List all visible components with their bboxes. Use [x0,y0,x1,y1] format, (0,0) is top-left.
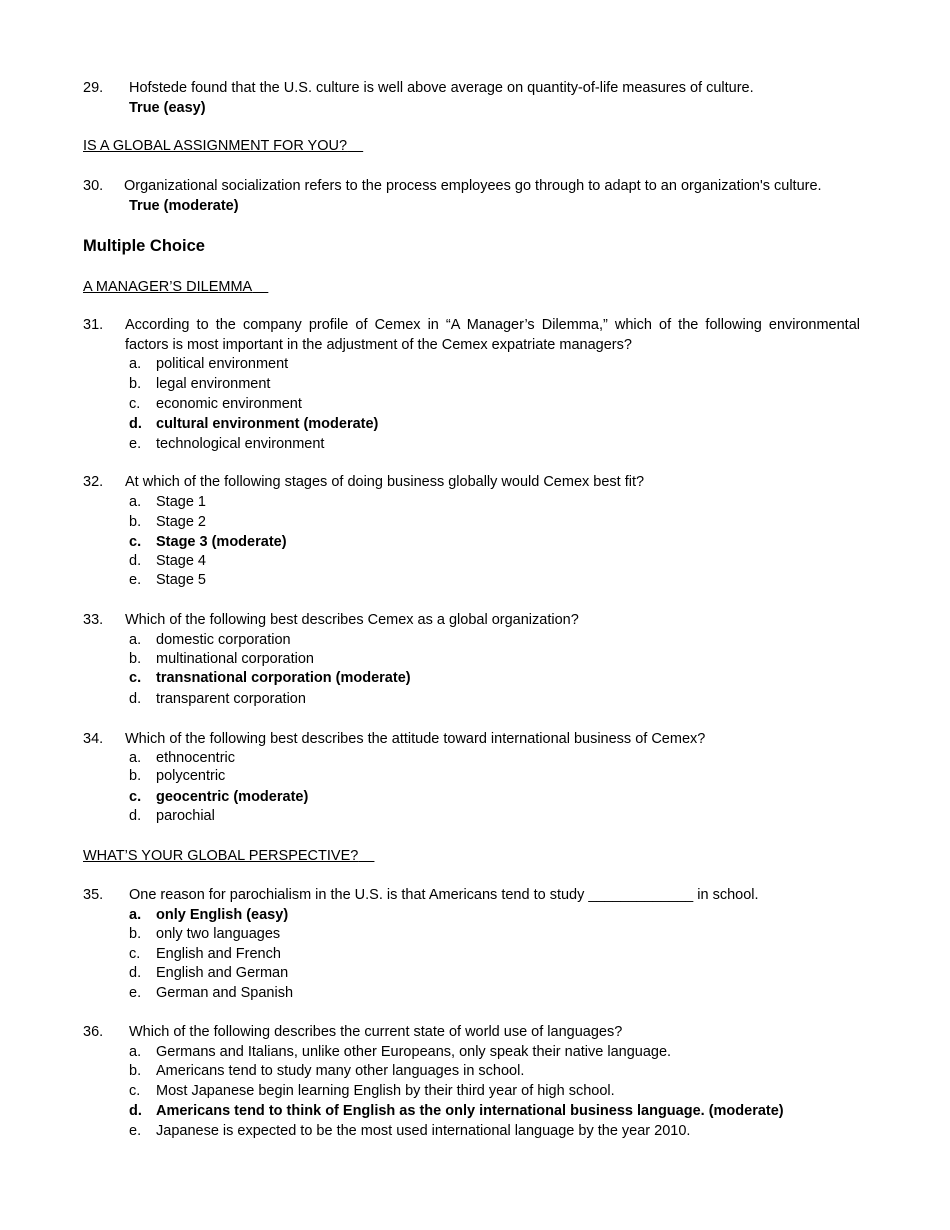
option-text: ethnocentric [156,750,235,766]
option-letter-correct: c. [129,789,142,805]
option-letter-correct: c. [129,670,142,686]
question-text: One reason for parochialism in the U.S. is that Americans tend to study _____________ in school. [129,887,759,903]
option-letter: b. [129,514,142,530]
option-letter: d. [129,965,142,981]
question-number: 31. [83,317,104,333]
option-letter: a. [129,356,142,372]
question-number: 35. [83,887,104,903]
option-text: parochial [156,808,215,824]
option-text: Stage 1 [156,494,206,510]
question-text: Hofstede found that the U.S. culture is well above average on quantity-of-life measures of culture. [129,80,754,96]
question-number: 29. [83,80,104,96]
option-text: economic environment [156,396,302,412]
option-letter: b. [129,926,142,942]
option-letter: b. [129,651,142,667]
question-answer: True (moderate) [129,198,239,214]
option-letter: d. [129,808,142,824]
option-text-correct: geocentric (moderate) [156,789,309,805]
option-text: legal environment [156,376,271,392]
option-text-correct: Stage 3 (moderate) [156,534,287,550]
option-letter: e. [129,436,142,452]
option-text: English and French [156,946,281,962]
option-letter: d. [129,691,142,707]
option-text: Stage 5 [156,572,206,588]
option-letter: d. [129,553,142,569]
section-heading-text: WHAT’S YOUR GLOBAL PERSPECTIVE? [83,848,359,864]
section-heading-text: IS A GLOBAL ASSIGNMENT FOR YOU? [83,138,348,154]
option-text: Most Japanese begin learning English by their third year of high school. [156,1083,615,1099]
option-text: Germans and Italians, unlike other Europeans, only speak their native language. [156,1044,672,1060]
option-letter: c. [129,946,141,962]
option-letter: e. [129,985,142,1001]
option-letter: b. [129,768,142,784]
question-text: Which of the following best describes Cemex as a global organization? [125,612,579,628]
question-number: 30. [83,178,104,194]
question-number: 34. [83,731,104,747]
option-letter: a. [129,750,142,766]
option-text: Americans tend to study many other languages in school. [156,1063,525,1079]
option-letter: b. [129,376,142,392]
option-text: Stage 4 [156,553,206,569]
option-letter: a. [129,1044,142,1060]
question-number: 32. [83,474,104,490]
question-answer: True (easy) [129,100,206,116]
option-text: Japanese is expected to be the most used international language by the year 2010. [156,1123,691,1139]
option-letter: c. [129,396,141,412]
section-heading [83,846,374,866]
question-number: 36. [83,1024,104,1040]
option-letter-correct: d. [129,416,142,432]
option-text: English and German [156,965,289,981]
page-heading: Multiple Choice [83,237,205,255]
option-letter: b. [129,1063,142,1079]
question-text: Which of the following best describes the attitude toward international business of Cemex? [125,731,706,747]
option-text-correct: transnational corporation (moderate) [156,670,411,686]
option-text: political environment [156,356,289,372]
section-heading [83,277,268,297]
option-letter: e. [129,572,142,588]
option-letter-correct: a. [129,907,142,923]
option-letter: a. [129,632,142,648]
option-letter: c. [129,1083,141,1099]
question-text: At which of the following stages of doing business globally would Cemex best fit? [125,474,645,490]
option-text-correct: cultural environment (moderate) [156,416,379,432]
option-text: technological environment [156,436,325,452]
option-text-correct: Americans tend to think of English as the only international business language. (moderate) [156,1103,784,1119]
option-text-correct: only English (easy) [156,907,289,923]
option-text: multinational corporation [156,651,314,667]
option-text: domestic corporation [156,632,291,648]
option-letter-correct: c. [129,534,142,550]
question-text: Organizational socialization refers to the process employees go through to adapt to an organization's culture. [124,178,822,194]
option-text: transparent corporation [156,691,306,707]
option-text: only two languages [156,926,281,942]
option-text: German and Spanish [156,985,294,1001]
option-text: polycentric [156,768,226,784]
section-heading [83,136,363,156]
question-number: 33. [83,612,104,628]
option-letter: a. [129,494,142,510]
option-letter-correct: d. [129,1103,142,1119]
question-text: Which of the following describes the current state of world use of languages? [129,1024,623,1040]
option-letter: e. [129,1123,142,1139]
section-heading-text: A MANAGER’S DILEMMA [83,279,253,295]
question-text: According to the company profile of Cemex in “A Manager’s Dilemma,” which of the following environmental factors is most important in the adjustment of the Cemex expatriate managers? [125,317,860,353]
option-text: Stage 2 [156,514,206,530]
